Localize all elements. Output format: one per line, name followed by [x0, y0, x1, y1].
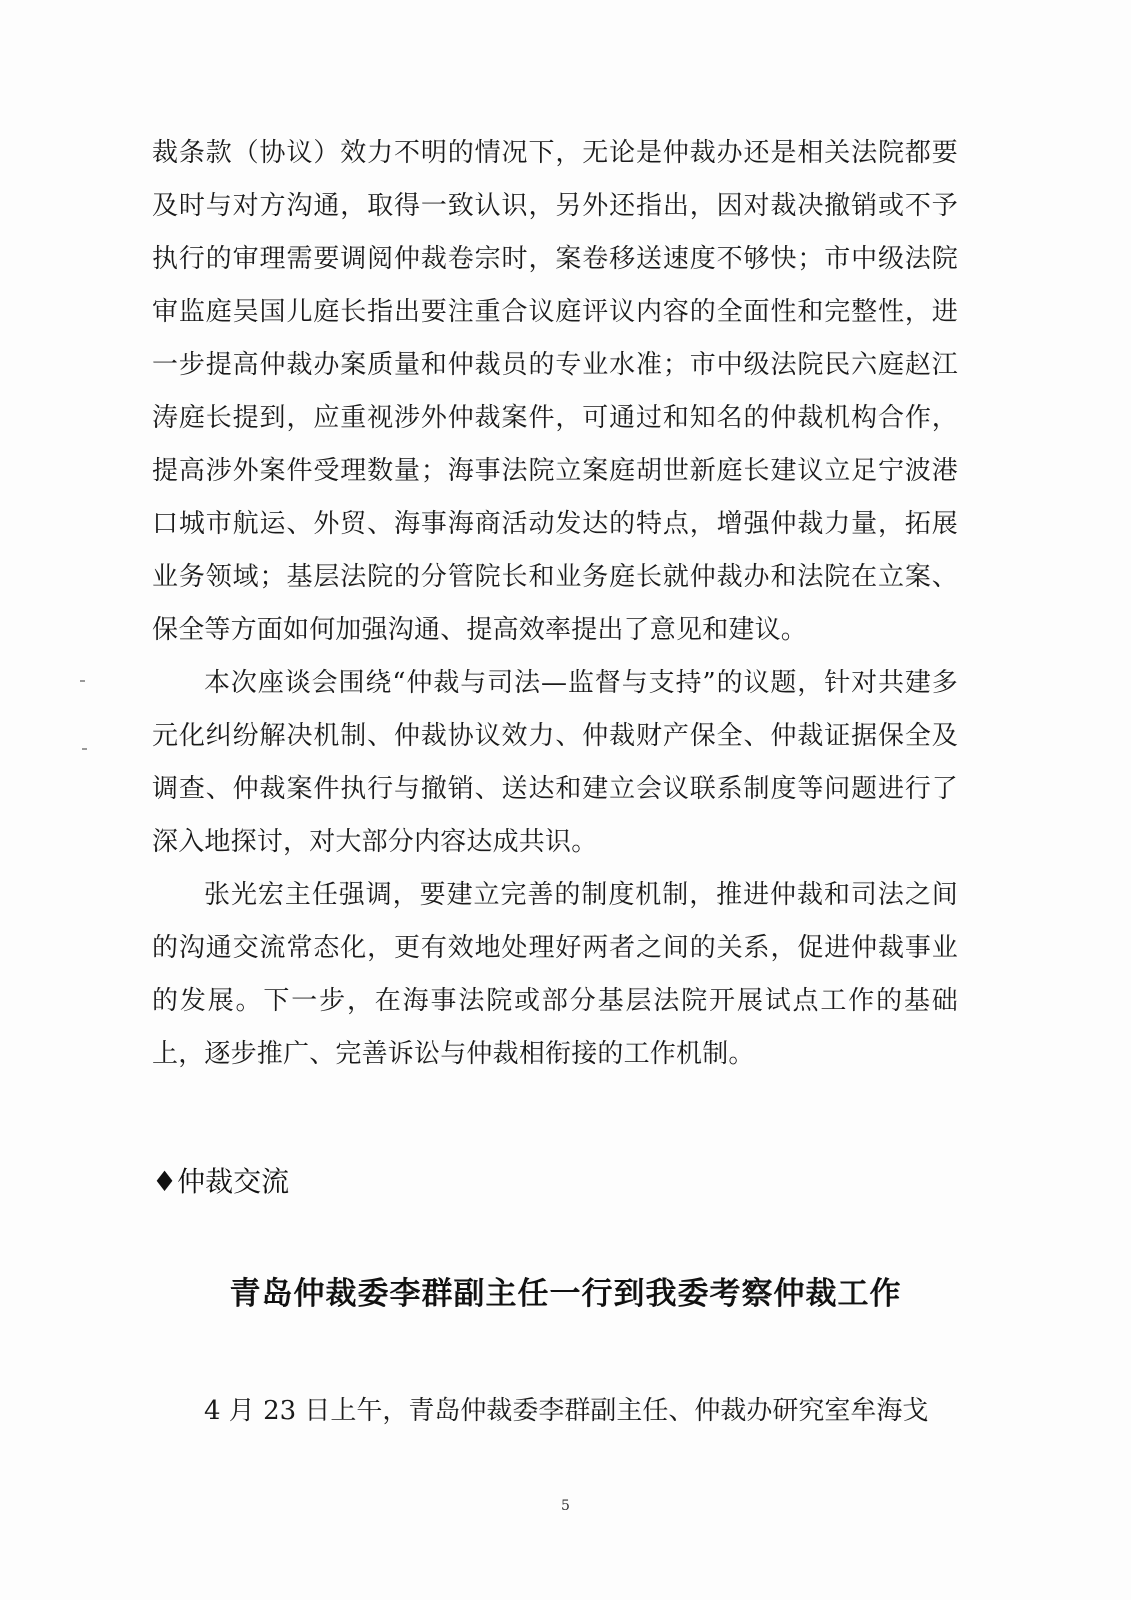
scan-mark	[80, 680, 85, 682]
paragraph-continuation: 裁条款（协议）效力不明的情况下，无论是仲裁办还是相关法院都要及时与对方沟通，取得一致认识，另外还指出，因对裁决撤销或不予执行的审理需要调阅仲裁卷宗时，案卷移送速度不够快；市中级法院审监庭吴国儿庭长指出要注重合议庭评议内容的全面性和完整性，进一步提高仲裁办案质量和仲裁员的专业水准；市中级法院民六庭赵江涛庭长提到，应重视涉外仲裁案件，可通过和知名的仲裁机构合作，提高涉外案件受理数量；海事法院立案庭胡世新庭长建议立足宁波港口城市航运、外贸、海事海商活动发达的特点，增强仲裁力量，拓展业务领域；基层法院的分管院长和业务庭长就仲裁办和法院在立案、保全等方面如何加强沟通、提高效率提出了意见和建议。	[152, 138, 958, 645]
paragraph-director-remarks: 张光宏主任强调，要建立完善的制度机制，推进仲裁和司法之间的沟通交流常态化，更有效地处理好两者之间的关系，促进仲裁事业的发展。下一步，在海事法院或部分基层法院开展试点工作的基础上，逐步推广、完善诉讼与仲裁相衔接的工作机制。	[152, 880, 958, 1069]
body-text	[152, 127, 958, 1081]
section-heading: ♦仲裁交流	[152, 1165, 290, 1198]
scan-mark	[82, 748, 87, 750]
page-number: 5	[561, 1498, 570, 1514]
paragraph-forum-summary: 本次座谈会围绕“仲裁与司法—监督与支持”的议题，针对共建多元化纠纷解决机制、仲裁协议效力、仲裁财产保全、仲裁证据保全及调查、仲裁案件执行与撤销、送达和建立会议联系制度等问题进行了深入地探讨，对大部分内容达成共识。	[152, 668, 958, 857]
article-title: 青岛仲裁委李群副主任一行到我委考察仲裁工作	[229, 1276, 902, 1312]
article-first-line: 4 月 23 日上午，青岛仲裁委李群副主任、仲裁办研究室牟海戈	[204, 1396, 929, 1426]
